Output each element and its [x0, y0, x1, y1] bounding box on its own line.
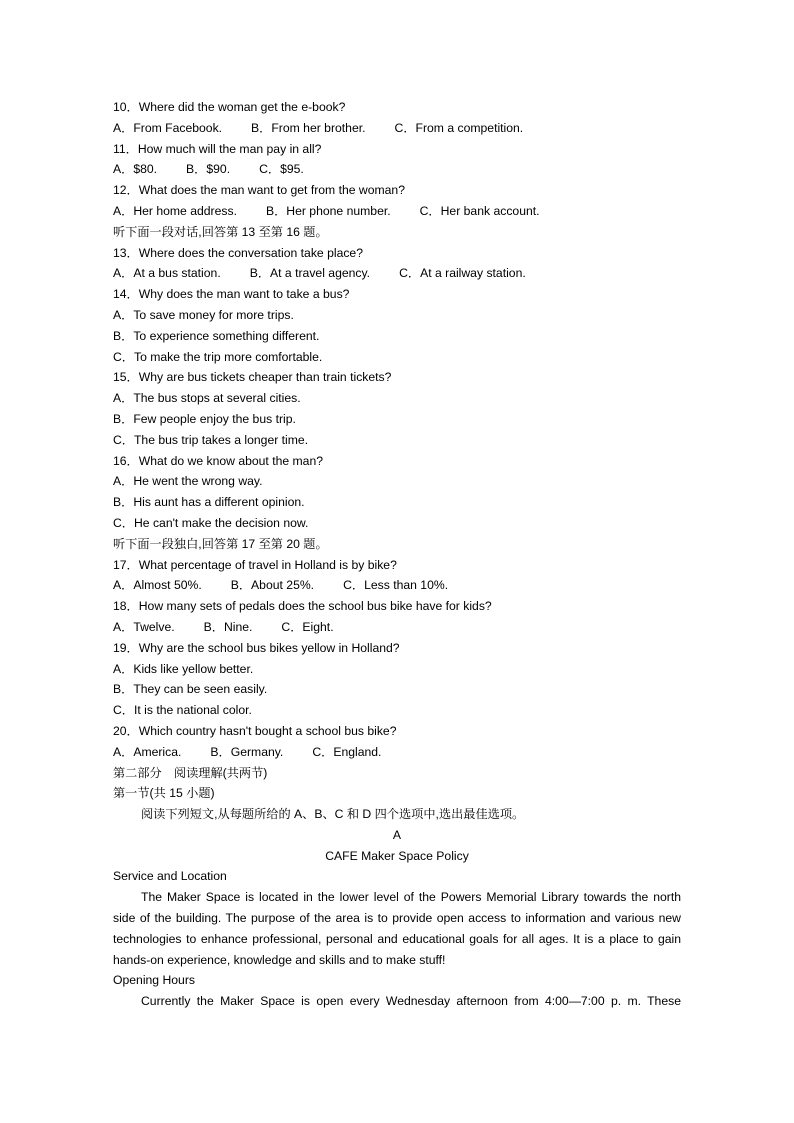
- options-row: [113, 159, 681, 180]
- answer-option: B．Her phone number.: [265, 203, 391, 218]
- answer-option: A．To save money for more trips.: [113, 307, 294, 322]
- subheading-service: Service and Location: [113, 869, 227, 884]
- answer-option: C．Eight.: [281, 619, 334, 634]
- answer-option: A．Kids like yellow better.: [113, 661, 254, 676]
- answer-option: A．Almost 50%.: [113, 578, 202, 593]
- answer-option: B．Germany.: [210, 744, 284, 759]
- answer-option: B．Nine.: [203, 619, 253, 634]
- question-text: 10．Where did the woman get the e-book?: [113, 100, 346, 114]
- listening-section: [113, 97, 681, 763]
- options-row: [113, 263, 681, 284]
- answer-option: C．At a railway station.: [399, 266, 526, 281]
- question-text: 13．Where does the conversation take place?: [113, 245, 363, 260]
- answer-option: C．Less than 10%.: [343, 578, 449, 593]
- question-text: 17．What percentage of travel in Holland is by bike?: [113, 557, 397, 572]
- answer-option: C．$95.: [259, 162, 304, 177]
- options-row: [113, 118, 681, 139]
- answer-option: C．From a competition.: [394, 120, 524, 135]
- answer-option: A．Her home address.: [113, 203, 237, 218]
- question-text: 16．What do we know about the man?: [113, 453, 324, 468]
- answer-option: A．America.: [113, 744, 182, 759]
- answer-option: C．To make the trip more comfortable.: [113, 349, 323, 364]
- instruction-text: 阅读下列短文,从每题所给的 A、B、C 和 D 四个选项中,选出最佳选项。: [141, 807, 525, 822]
- answer-option: A．At a bus station.: [113, 266, 221, 281]
- answer-option: B．To experience something different.: [113, 328, 320, 343]
- section-instruction: 听下面一段对话,回答第 13 至第 16 题。: [113, 224, 328, 239]
- options-row: [113, 575, 681, 596]
- question-text: 19．Why are the school bus bikes yellow in Holland?: [113, 640, 400, 655]
- options-row: [113, 201, 681, 222]
- question-text: 11．How much will the man pay in all?: [113, 141, 322, 156]
- options-row: [113, 617, 681, 638]
- section-heading: 第一节(共 15 小题): [113, 786, 215, 801]
- answer-option: C．Her bank account.: [419, 203, 540, 218]
- answer-option: B．Few people enjoy the bus trip.: [113, 411, 296, 426]
- paragraph-hours: Currently the Maker Space is open every Wednesday afternoon from 4:00—7:00 p. m. These: [141, 994, 681, 1009]
- passage-letter: A: [392, 827, 402, 842]
- answer-option: C．He can't make the decision now.: [113, 515, 309, 530]
- question-text: 15．Why are bus tickets cheaper than train tickets?: [113, 370, 392, 385]
- passage-title: CAFE Maker Space Policy: [325, 848, 469, 863]
- answer-option: A．The bus stops at several cities.: [113, 391, 301, 406]
- question-text: 14．Why does the man want to take a bus?: [113, 287, 350, 302]
- paragraph-service: The Maker Space is located in the lower level of the Powers Memorial Library towards the north side of the building. The purpose of the area is to provide open access to information and various new technologies to enhance professional, personal and educational goals for all ages. It is a place to gain hands-on experience, knowledge and skills and to make stuff!: [113, 890, 681, 967]
- answer-option: B．$90.: [186, 162, 231, 177]
- question-text: 20．Which country hasn't bought a school bus bike?: [113, 723, 397, 738]
- section-instruction: 听下面一段独白,回答第 17 至第 20 题。: [113, 536, 328, 551]
- answer-option: B．At a travel agency.: [249, 266, 371, 281]
- answer-option: A．Twelve.: [113, 619, 175, 634]
- question-text: 18．How many sets of pedals does the school bus bike have for kids?: [113, 599, 492, 614]
- part-heading: 第二部分 阅读理解(共两节): [113, 765, 268, 780]
- options-row: [113, 742, 681, 763]
- document-page: [113, 97, 681, 1012]
- answer-option: A．$80.: [113, 162, 158, 177]
- answer-option: C．England.: [312, 744, 382, 759]
- answer-option: B．They can be seen easily.: [113, 682, 268, 697]
- answer-option: B．About 25%.: [230, 578, 315, 593]
- answer-option: C．The bus trip takes a longer time.: [113, 432, 309, 447]
- answer-option: A．From Facebook.: [113, 120, 223, 135]
- answer-option: B．His aunt has a different opinion.: [113, 495, 305, 510]
- question-text: 12．What does the man want to get from the woman?: [113, 183, 405, 198]
- answer-option: B．From her brother.: [251, 120, 366, 135]
- answer-option: A．He went the wrong way.: [113, 474, 263, 489]
- subheading-hours: Opening Hours: [113, 973, 195, 988]
- answer-option: C．It is the national color.: [113, 703, 252, 718]
